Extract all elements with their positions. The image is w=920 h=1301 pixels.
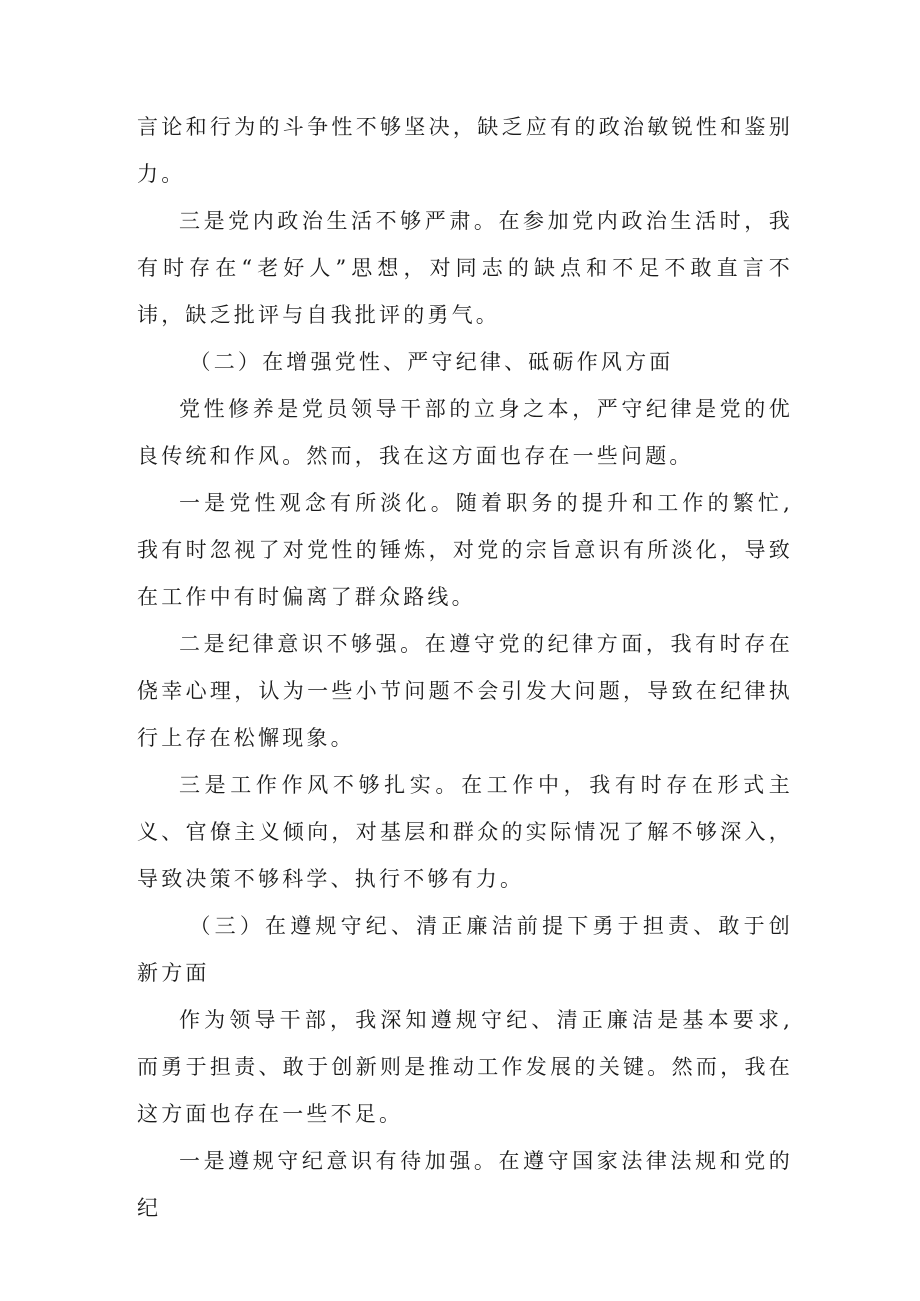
paragraph-continuation: 言论和行为的斗争性不够坚决，缺乏应有的政治敏锐性和鉴别力。 xyxy=(137,115,793,186)
paragraph-political-life: 三是党内政治生活不够严肃。在参加党内政治生活时，我有时存在“老好人”思想，对同志的缺点和不足不敢直言不讳，缺乏批评与自我批评的勇气。 xyxy=(137,209,793,327)
paragraph-compliance-awareness: 一是遵规守纪意识有待加强。在遵守国家法律法规和党的纪 xyxy=(137,1149,793,1220)
paragraph-leadership-intro: 作为领导干部，我深知遵规守纪、清正廉洁是基本要求,而勇于担责、敢于创新则是推动工作发展的关键。然而，我在这方面也存在一些不足。 xyxy=(137,1008,793,1126)
paragraph-work-style: 三是工作作风不够扎实。在工作中，我有时存在形式主义、官僚主义倾向，对基层和群众的实际情况了解不够深入，导致决策不够科学、执行不够有力。 xyxy=(137,773,793,891)
section-heading-3: （三）在遵规守纪、清正廉洁前提下勇于担责、敢于创新方面 xyxy=(137,914,793,985)
paragraph-party-spirit-intro: 党性修养是党员领导干部的立身之本，严守纪律是党的优良传统和作风。然而，我在这方面也存在一些问题。 xyxy=(137,397,793,468)
paragraph-party-spirit-weakened: 一是党性观念有所淡化。随着职务的提升和工作的繁忙,我有时忽视了对党性的锤炼，对党的宗旨意识有所淡化，导致在工作中有时偏离了群众路线。 xyxy=(137,491,793,609)
section-heading-2: （二）在增强党性、严守纪律、砥砺作风方面 xyxy=(189,350,674,374)
document-page xyxy=(137,104,793,1232)
paragraph-discipline-awareness: 二是纪律意识不够强。在遵守党的纪律方面，我有时存在侥幸心理，认为一些小节问题不会引发大问题，导致在纪律执行上存在松懈现象。 xyxy=(137,632,793,750)
